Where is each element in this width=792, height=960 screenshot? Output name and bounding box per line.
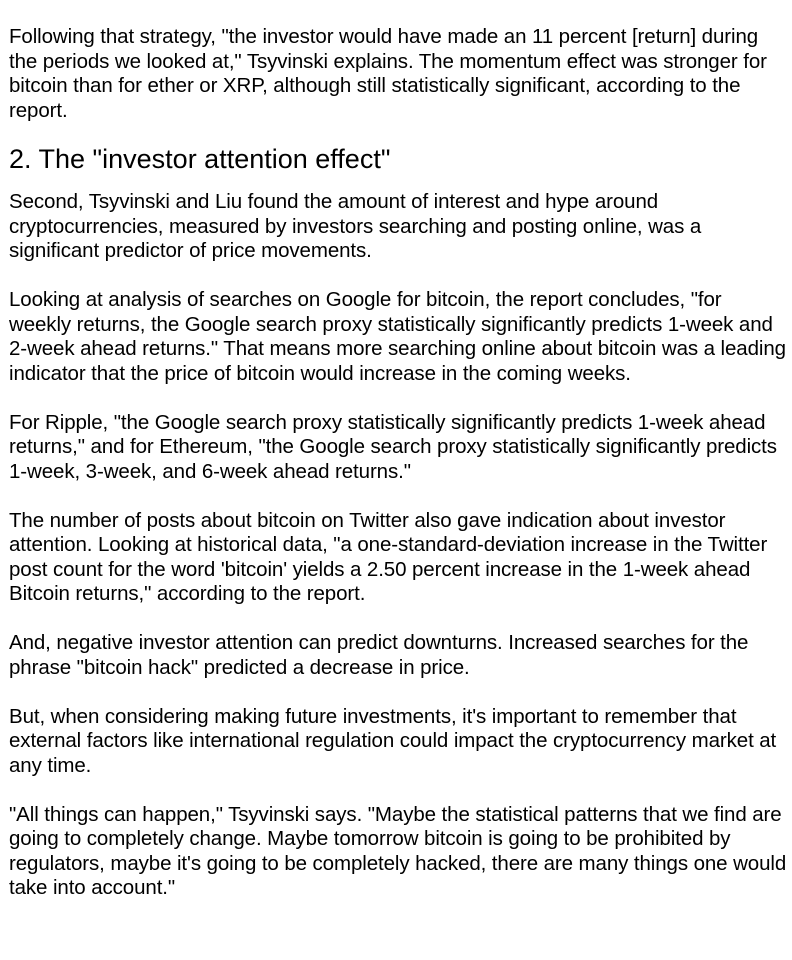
paragraph-attention-predictor: Second, Tsyvinski and Liu found the amount of interest and hype around cryptocurrencies, measured by investors searching and posting online, was a significant predictor of price movements. — [9, 190, 702, 262]
section-heading: 2. The "investor attention effect" — [9, 144, 391, 174]
paragraph-twitter-posts: The number of posts about bitcoin on Twitter also gave indication about investor attention. Looking at historical data, "a one-standard-deviation increase in the Twitter post count for the word 'bitcoin' yields a 2.50 percent increase in the 1-week ahead Bitcoin returns," according to the report. — [9, 508, 768, 605]
paragraph-google-bitcoin: Looking at analysis of searches on Google for bitcoin, the report concludes, "for weekly returns, the Google search proxy statistically significantly predicts 1-week and 2-week ahead returns." That means more searching online about bitcoin was a leading indicator that the price of bitcoin would increase in the coming weeks. — [9, 288, 786, 385]
paragraph-ripple-ethereum: For Ripple, "the Google search proxy statistically significantly predicts 1-week ahead returns," and for Ethereum, "the Google search proxy statistically significantly predicts 1-week, 3-week, and 6-week ahead returns." — [9, 410, 777, 483]
paragraph-external-factors: But, when considering making future investments, it's important to remember that external factors like international regulation could impact the cryptocurrency market at any time. — [9, 704, 777, 777]
paragraph-negative-attention: And, negative investor attention can predict downturns. Increased searches for the phrase "bitcoin hack" predicted a decrease in price. — [9, 631, 749, 679]
article-body — [9, 25, 787, 901]
paragraph-quote-tsyvinski: "All things can happen," Tsyvinski says. "Maybe the statistical patterns that we find are going to completely change. Maybe tomorrow bitcoin is going to be prohibited by regulators, maybe it's going to be completely hacked, there are many things one would take into account." — [9, 802, 787, 899]
intro-paragraph: Following that strategy, "the investor would have made an 11 percent [return] during the periods we looked at," Tsyvinski explains. The momentum effect was stronger for bitcoin than for ether or XRP, although still statistically significant, according to the report. — [9, 25, 767, 122]
